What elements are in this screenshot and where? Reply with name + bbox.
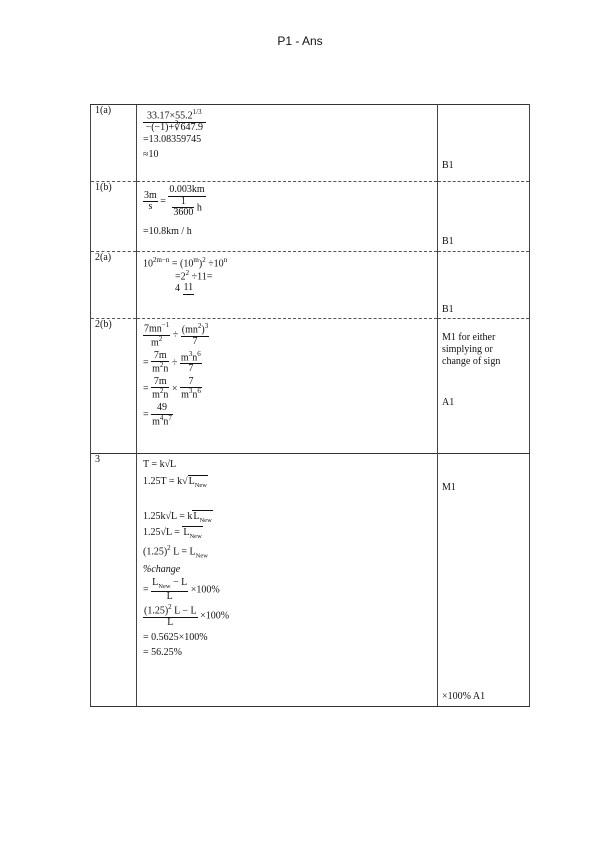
working: T = k√L $1.25T = k√L_{New}$ $1.25k√L = kL_{New}$ $1.25√L = L_{New}$ $(1.25)^2$ $L = L_{New}$ %change = $\frac{L_{New} - L}{L}$ ×100% $\frac{(1.25)^2 L - L}{L}$ ×100% = 0.5625×100% = 56.25% — [137, 454, 438, 707]
page-title: P1 - Ans — [277, 34, 323, 48]
mark-cell: M1 ×100% A1 — [438, 454, 530, 707]
mark-cell: B1 — [438, 105, 530, 182]
expression-fraction: $\frac{33.17\times 55.2^{1/3}}{-(-1)+∛647.9}$ — [143, 109, 206, 133]
question-number: 1(b) — [91, 182, 137, 252]
mark-cell: M1 for either simplying or change of sign A1 — [438, 319, 530, 454]
working: $\frac{7mn^{-1}}{m^2}$ ÷ $\frac{(mn^2)^3}{7}$ = $\frac{7m}{m^2n}$ ÷ $\frac{m^3n^6}{7}$ = $\frac{7m}{m^2n}$ × $\frac{7}{m^3n^6}$ = $\frac{49}{m^4n^7}$ — [137, 319, 438, 454]
table-row — [91, 319, 530, 454]
working: $\frac{33.17\times 55.2^{1/3}}{-(-1)+∛647.9}$ =13.08359745 ≈10 — [137, 105, 438, 182]
answer-table — [90, 104, 530, 707]
working: $\frac{3m}{s}$ = 0.003km $\frac{1}{3600}$ h =10.8km / h — [137, 182, 438, 252]
table-row — [91, 182, 530, 252]
working: $10^{2m-n} = (10^m)^2 \div 10^n$ $=2^2 \div 11=$ 4 11 — [137, 252, 438, 319]
table-row — [91, 105, 530, 182]
fraction: $\frac{3m}{s}$ — [144, 189, 157, 213]
table-row — [91, 252, 530, 319]
mark-cell: B1 — [438, 252, 530, 319]
question-number: 3 — [91, 454, 137, 707]
fraction: 0.003km $\frac{1}{3600}$ h — [169, 184, 205, 218]
table-row — [91, 454, 530, 707]
mark-cell: B1 — [438, 182, 530, 252]
question-number: 2(b) — [91, 319, 137, 454]
question-number: 1(a) — [91, 105, 137, 182]
question-number: 2(a) — [91, 252, 137, 319]
